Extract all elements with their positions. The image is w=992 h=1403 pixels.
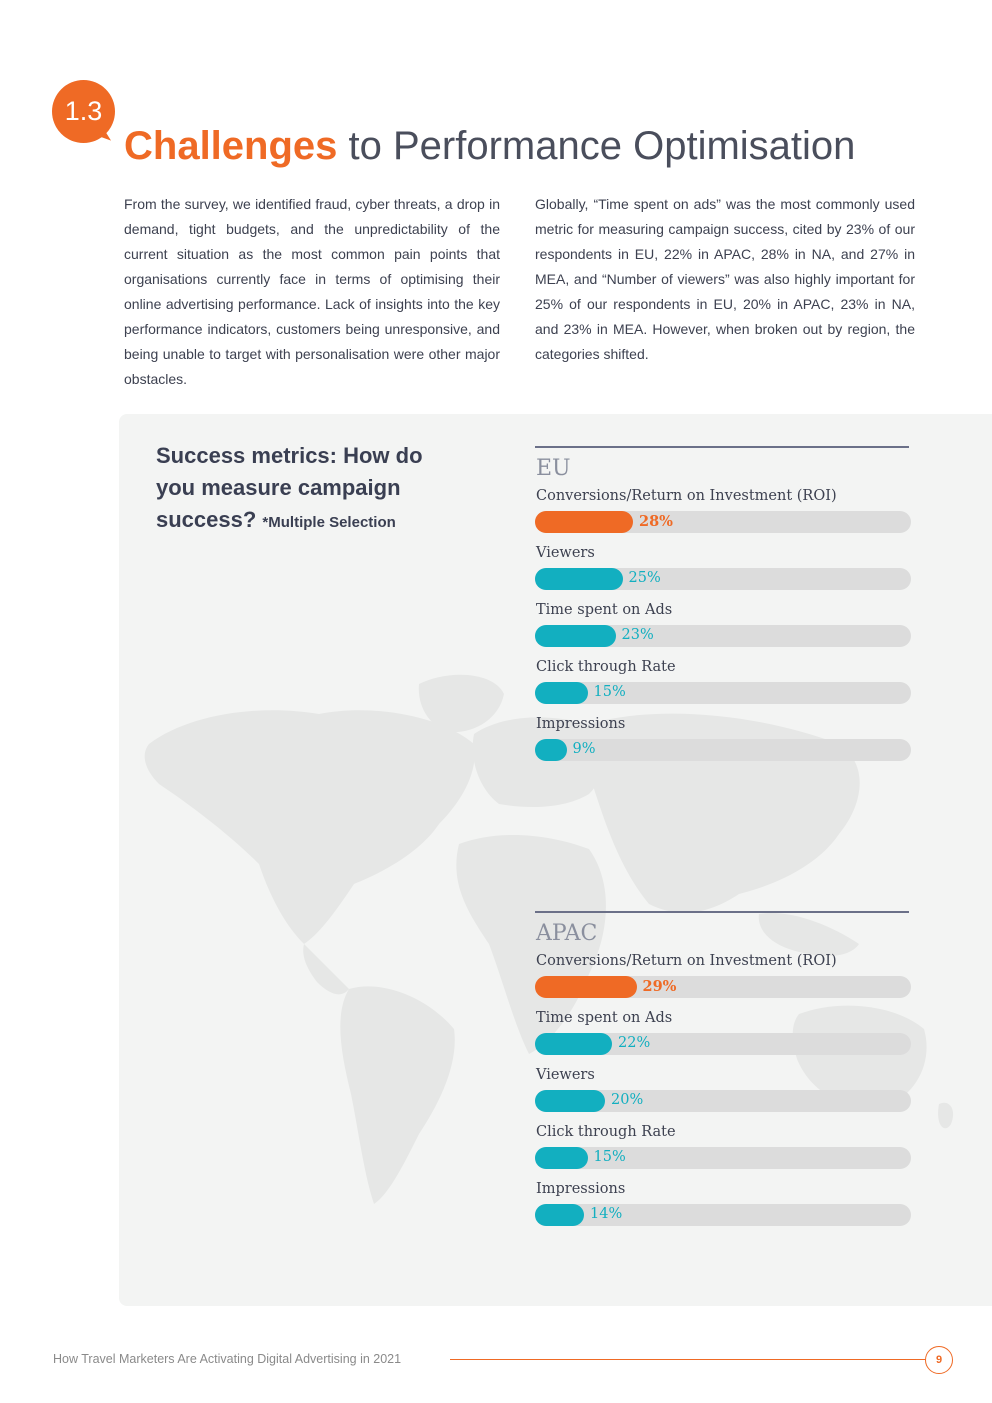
bar-value-label: 9%	[572, 741, 596, 757]
multiple-selection-note: *Multiple Selection	[262, 514, 396, 531]
bar-track	[535, 625, 911, 647]
title-accent: Challenges	[124, 124, 338, 168]
eu-chart-title: EU	[536, 456, 571, 481]
bar-fill	[535, 682, 588, 704]
bar-value-label: 23%	[621, 627, 654, 643]
metric-label: Time spent on Ads	[536, 602, 673, 618]
metric-label: Time spent on Ads	[536, 1010, 673, 1026]
metric-label: Impressions	[536, 716, 626, 732]
bar-track	[535, 682, 911, 704]
page-title	[124, 124, 855, 169]
bar-value-label: 14%	[590, 1206, 623, 1222]
metric-label: Click through Rate	[536, 659, 676, 675]
bar-track	[535, 739, 911, 761]
metric-label: Conversions/Return on Investment (ROI)	[536, 488, 837, 504]
bar-fill	[535, 625, 616, 647]
metric-row	[535, 488, 911, 545]
bar-fill	[535, 568, 623, 590]
bar-track	[535, 568, 911, 590]
map-north-america	[145, 710, 475, 944]
metric-row	[535, 1067, 911, 1124]
panel-title	[156, 440, 456, 539]
bar-track	[535, 511, 911, 533]
apac-chart	[535, 911, 911, 1238]
success-metrics-panel	[119, 414, 992, 1306]
bar-track	[535, 976, 911, 998]
footer-rule	[450, 1359, 926, 1360]
eu-chart	[535, 446, 911, 773]
apac-bars	[535, 953, 911, 1238]
metric-row	[535, 1181, 911, 1238]
metric-label: Click through Rate	[536, 1124, 676, 1140]
map-central-america	[303, 944, 349, 994]
bar-fill	[535, 1033, 612, 1055]
metric-row	[535, 953, 911, 1010]
bar-fill	[535, 1147, 588, 1169]
bar-track	[535, 1204, 911, 1226]
bar-value-label: 15%	[593, 1149, 626, 1165]
bar-track	[535, 1147, 911, 1169]
metric-row	[535, 545, 911, 602]
bar-value-label: 22%	[618, 1035, 651, 1051]
metric-row	[535, 1124, 911, 1181]
metric-label: Viewers	[536, 545, 595, 561]
bar-track	[535, 1090, 911, 1112]
bar-value-label: 25%	[628, 570, 661, 586]
bar-track	[535, 1033, 911, 1055]
eu-chart-rule	[535, 446, 909, 448]
apac-chart-rule	[535, 911, 909, 913]
eu-bars	[535, 488, 911, 773]
metric-row	[535, 602, 911, 659]
metric-row	[535, 659, 911, 716]
apac-chart-title: APAC	[536, 921, 598, 946]
footer-report-title: How Travel Marketers Are Activating Digital Advertising in 2021	[53, 1352, 402, 1366]
metric-label: Impressions	[536, 1181, 626, 1197]
bar-fill	[535, 1090, 605, 1112]
intro-left-column: From the survey, we identified fraud, cyber threats, a drop in demand, tight budgets, and the unpredictability of the current situation as the most common pain points that organisations currently face in terms of optimising their online advertising performance. Lack of insights into the key performance indicators, customers being unresponsive, and being unable to target with personalisation were other major obstacles.	[124, 196, 500, 387]
map-south-america	[340, 986, 454, 1204]
bar-value-label: 28%	[639, 513, 673, 530]
bar-value-label: 15%	[593, 684, 626, 700]
bar-fill	[535, 976, 637, 998]
title-rest: to Performance Optimisation	[337, 124, 856, 168]
metric-row	[535, 716, 911, 773]
bar-fill	[535, 511, 633, 533]
intro-right-column: Globally, “Time spent on ads” was the most commonly used metric for measuring campaign success, cited by 23% of our respondents in EU, 22% in APAC, 28% in NA, and 27% in MEA, and “Number of viewers” was also highly important for 25% of our respondents in EU, 20% in APAC, 23% in NA, and 23% in MEA. However, when broken out by region, the categories shifted.	[535, 196, 915, 362]
section-number-badge: 1.3	[52, 80, 115, 143]
panel-title-text: Success metrics: How do you measure campaign success?	[156, 443, 423, 532]
map-new-zealand	[938, 1103, 953, 1129]
metric-label: Viewers	[536, 1067, 595, 1083]
metric-label: Conversions/Return on Investment (ROI)	[536, 953, 837, 969]
bar-value-label: 29%	[642, 978, 677, 995]
bar-fill	[535, 1204, 584, 1226]
metric-row	[535, 1010, 911, 1067]
bar-fill	[535, 739, 567, 761]
bar-value-label: 20%	[611, 1092, 644, 1108]
page-number: 9	[925, 1346, 953, 1374]
